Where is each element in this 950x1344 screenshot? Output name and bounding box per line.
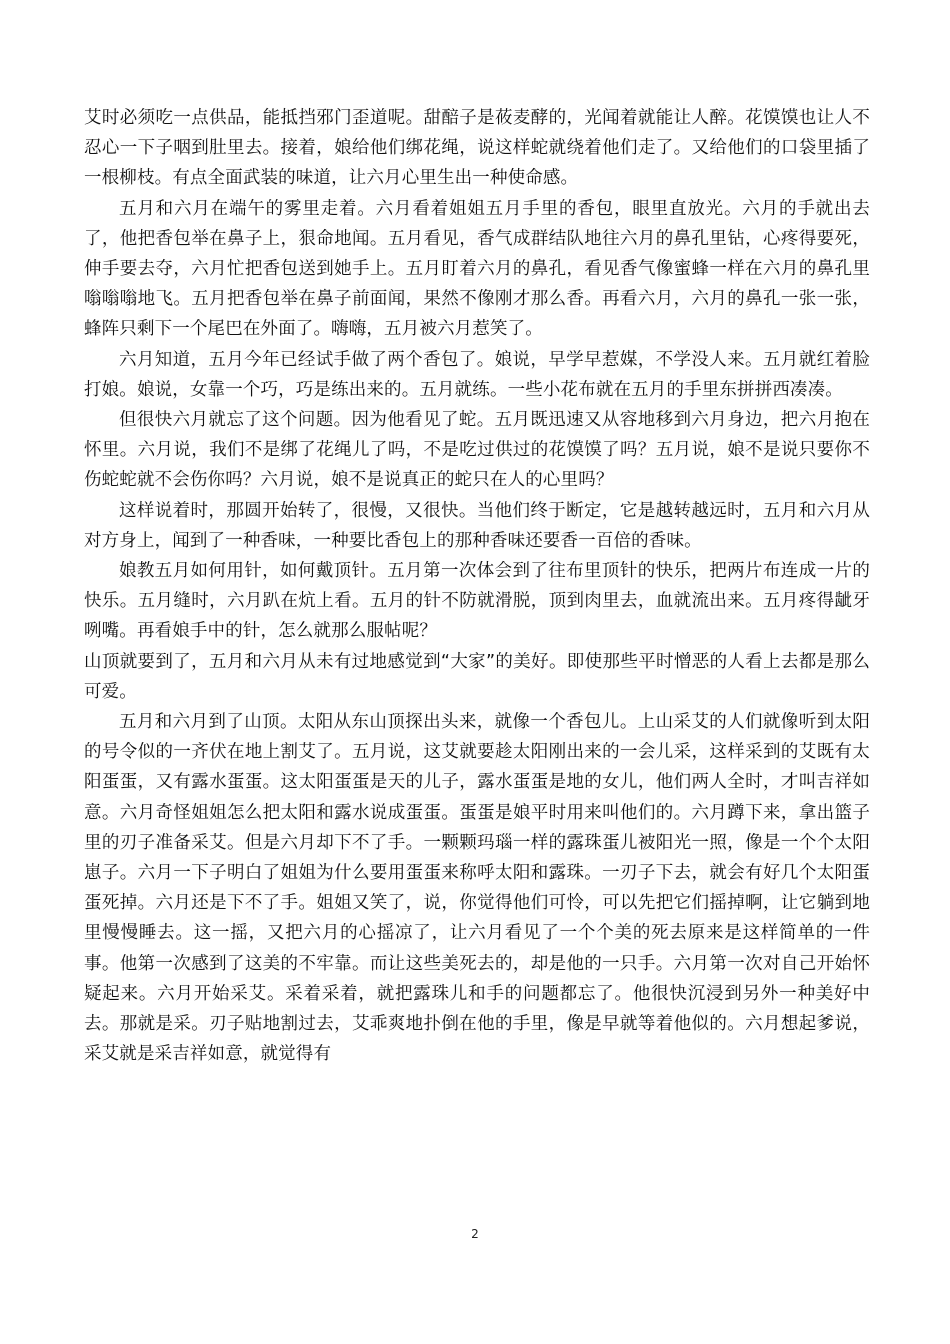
paragraph-8: 五月和六月到了山顶。太阳从东山顶探出头来，就像一个香包儿。上山采艾的人们就像听到太阳的号令似的一齐伏在地上割艾了。五月说，这艾就要趁太阳刚出来的一会儿采，这样采到的艾既有太阳蛋蛋，又有露水蛋蛋。这太阳蛋蛋是天的儿子，露水蛋蛋是地的女儿，他们两人全时，才叫吉祥如意。六月奇怪姐姐怎么把太阳和露水说成蛋蛋。蛋蛋是娘平时用来叫他们的。六月蹲下来，拿出篮子里的刃子准备采艾。但是六月却下不了手。一颗颗玛瑙一样的露珠蛋儿被阳光一照，像是一个个太阳崽子。六月一下子明白了姐姐为什么要用蛋蛋来称呼太阳和露珠。一刃子下去，就会有好几个太阳蛋蛋死掉。六月还是下不了手。姐姐又笑了，说，你觉得他们可怜，可以先把它们摇掉啊，让它躺到地里慢慢睡去。这一摇，又把六月的心摇凉了，让六月看见了一个个美的死去原来是这样简单的一件事。他第一次感到了这美的不牢靠。而让这些美死去的，却是他的一只手。六月第一次对自己开始怀疑起来。六月开始采艾。采着采着，就把露珠儿和手的问题都忘了。他很快沉浸到另外一种美好中去。那就是采。刃子贴地割过去，艾乖爽地扑倒在他的手里，像是早就等着他似的。六月想起爹说，采艾就是采吉祥如意，就觉得有	[84, 712, 870, 1065]
page-number: 2	[471, 1227, 479, 1241]
paragraph-4: 但很快六月就忘了这个问题。因为他看见了蛇。五月既迅速又从容地移到六月身边，把六月抱在怀里。六月说，我们不是绑了花绳儿了吗，不是吃过供过的花馍馍了吗？五月说，娘不是说只要你不伤蛇蛇就不会伤你吗？六月说，娘不是说真正的蛇只在人的心里吗？	[84, 410, 870, 491]
paragraph-5: 这样说着时，那圆开始转了，很慢，又很快。当他们终于断定，它是越转越远时，五月和六月从对方身上，闻到了一种香味，一种要比香包上的那种香味还要香一百倍的香味。	[84, 500, 870, 551]
paragraph-3: 六月知道，五月今年已经试手做了两个香包了。娘说，早学早惹媒，不学没人来。五月就红着脸打娘。娘说，女靠一个巧，巧是练出来的。五月就练。一些小花布就在五月的手里东拼拼西凑凑。	[84, 349, 870, 400]
paragraph-1: 艾时必须吃一点供品，能抵挡邪门歪道呢。甜醅子是莜麦酵的，光闻着就能让人醉。花馍馍也让人不忍心一下子咽到肚里去。接着，娘给他们绑花绳，说这样蛇就绕着他们走了。又给他们的口袋里插了一根柳枝。有点全面武装的味道，让六月心里生出一种使命感。	[84, 108, 870, 189]
paragraph-2: 五月和六月在端午的雾里走着。六月看着姐姐五月手里的香包，眼里直放光。六月的手就出去了，他把香包举在鼻子上，狠命地闻。五月看见，香气成群结队地往六月的鼻孔里钻，心疼得要死，伸手要去夺，六月忙把香包送到她手上。五月盯着六月的鼻孔，看见香气像蜜蜂一样在六月的鼻孔里嗡嗡嗡地飞。五月把香包举在鼻子前面闻，果然不像刚才那么香。再看六月，六月的鼻孔一张一张，蜂阵只剩下一个尾巴在外面了。嗨嗨，五月被六月惹笑了。	[84, 198, 870, 340]
paragraph-6: 娘教五月如何用针，如何戴顶针。五月第一次体会到了往布里顶针的快乐，把两片布连成一片的快乐。五月缝时，六月趴在炕上看。五月的针不防就滑脱，顶到肉里去，血就流出来。五月疼得龇牙咧嘴。再看娘手中的针，怎么就那么服帖呢？	[84, 561, 870, 642]
paragraph-7: 山顶就要到了，五月和六月从未有过地感觉到“大家”的美好。即使那些平时憎恶的人看上去都是那么可爱。	[84, 651, 870, 702]
body-text	[84, 103, 870, 1070]
